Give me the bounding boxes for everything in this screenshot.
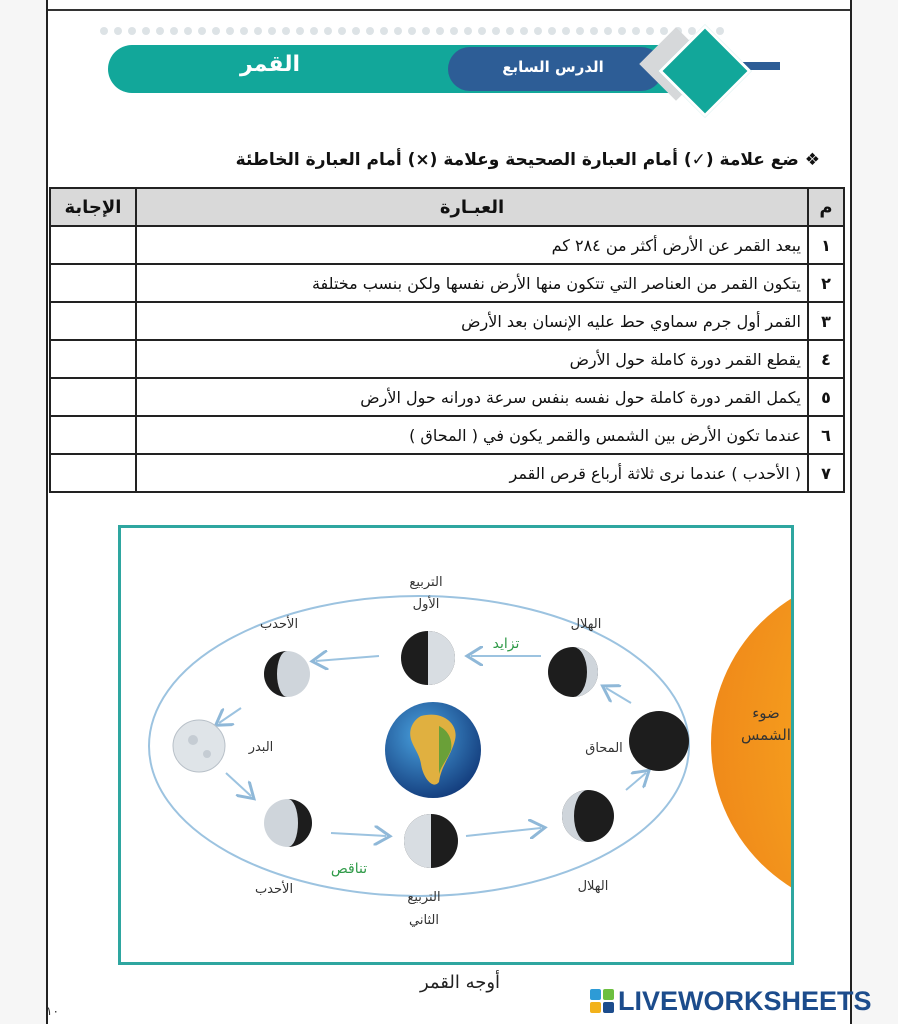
row-statement: عندما تكون الأرض بين الشمس والقمر يكون في ( المحاق ) — [136, 416, 808, 454]
moon-phases-diagram — [118, 525, 794, 965]
table-row — [50, 378, 844, 416]
earth-shape — [385, 702, 481, 798]
row-statement: يقطع القمر دورة كاملة حول الأرض — [136, 340, 808, 378]
liveworksheets-brand[interactable] — [590, 984, 872, 1018]
row-number: ١ — [808, 226, 844, 264]
row-number: ٧ — [808, 454, 844, 492]
header-answer: الإجابة — [50, 188, 136, 226]
label-waxing-gibbous: الأحدب — [259, 617, 299, 632]
label-waning-gibbous: الأحدب — [254, 882, 294, 897]
orbit-arrow — [606, 688, 631, 703]
label-first-quarter-2: الأول — [412, 597, 440, 612]
header-statement: العبـارة — [136, 188, 808, 226]
answer-cell[interactable] — [50, 226, 136, 264]
row-statement: يبعد القمر عن الأرض أكثر من ٢٨٤ كم — [136, 226, 808, 264]
header-number: م — [808, 188, 844, 226]
row-number: ٥ — [808, 378, 844, 416]
label-waning-crescent: الهلال — [577, 879, 609, 894]
answer-cell[interactable] — [50, 454, 136, 492]
page-number: ١٠ — [46, 1004, 59, 1018]
row-statement: يكمل القمر دورة كاملة حول نفسه بنفس سرعة دورانه حول الأرض — [136, 378, 808, 416]
row-number: ٦ — [808, 416, 844, 454]
orbit-arrow — [219, 708, 241, 723]
moon-full — [173, 720, 225, 772]
orbit-arrow — [226, 773, 251, 796]
table-header-row — [50, 188, 844, 226]
orbit-arrow — [626, 773, 646, 790]
label-sunlight-2: الشمس — [741, 726, 791, 744]
label-sunlight: ضوء — [752, 704, 780, 722]
moon-phases-svg — [121, 528, 791, 962]
label-waxing-crescent: الهلال — [570, 617, 602, 632]
brand-text: LIVEWORKSHEETS — [618, 985, 872, 1016]
row-number: ٢ — [808, 264, 844, 302]
table-row — [50, 264, 844, 302]
label-decreasing: تناقص — [330, 861, 368, 877]
moon-waning-gibbous — [264, 799, 312, 847]
table-row — [50, 416, 844, 454]
orbit-arrow — [316, 656, 379, 661]
orbit-arrow — [331, 833, 386, 836]
table-row — [50, 340, 844, 378]
row-number: ٤ — [808, 340, 844, 378]
moon-waxing-crescent — [548, 647, 598, 697]
answer-cell[interactable] — [50, 302, 136, 340]
moon-waning-crescent — [562, 790, 614, 842]
table-row — [50, 302, 844, 340]
lesson-number-label: الدرس السابع — [502, 58, 604, 76]
label-new-moon: المحاق — [585, 741, 623, 756]
table-row — [50, 454, 844, 492]
answer-cell[interactable] — [50, 264, 136, 302]
answer-cell[interactable] — [50, 340, 136, 378]
moon-waxing-gibbous — [264, 651, 310, 697]
row-number: ٣ — [808, 302, 844, 340]
label-full-moon: البدر — [248, 740, 274, 755]
label-first-quarter: التربيع — [409, 575, 443, 590]
row-statement: القمر أول جرم سماوي حط عليه الإنسان بعد الأرض — [136, 302, 808, 340]
answer-cell[interactable] — [50, 416, 136, 454]
table-row — [50, 226, 844, 264]
label-third-quarter-2: الثاني — [409, 913, 439, 928]
row-statement: ( الأحدب ) عندما نرى ثلاثة أرباع قرص القمر — [136, 454, 808, 492]
instruction-text: ❖ ضع علامة (✓) أمام العبارة الصحيحة وعلامة (×) أمام العبارة الخاطئة — [235, 150, 820, 170]
orbit-arrow — [466, 828, 541, 836]
moon-new — [629, 711, 689, 771]
liveworksheets-logo-icon — [590, 989, 614, 1013]
moon-first-quarter — [401, 631, 455, 685]
label-increasing: تزايد — [492, 636, 520, 652]
true-false-table — [49, 187, 845, 493]
answer-cell[interactable] — [50, 378, 136, 416]
moon-third-quarter — [404, 814, 458, 868]
row-statement: يتكون القمر من العناصر التي تتكون منها الأرض نفسها ولكن بنسب مختلفة — [136, 264, 808, 302]
diagram-caption: أوجه القمر — [419, 972, 501, 993]
label-third-quarter: التربيع — [407, 890, 441, 905]
top-rule — [48, 9, 850, 11]
lesson-title: القمر — [239, 52, 301, 77]
